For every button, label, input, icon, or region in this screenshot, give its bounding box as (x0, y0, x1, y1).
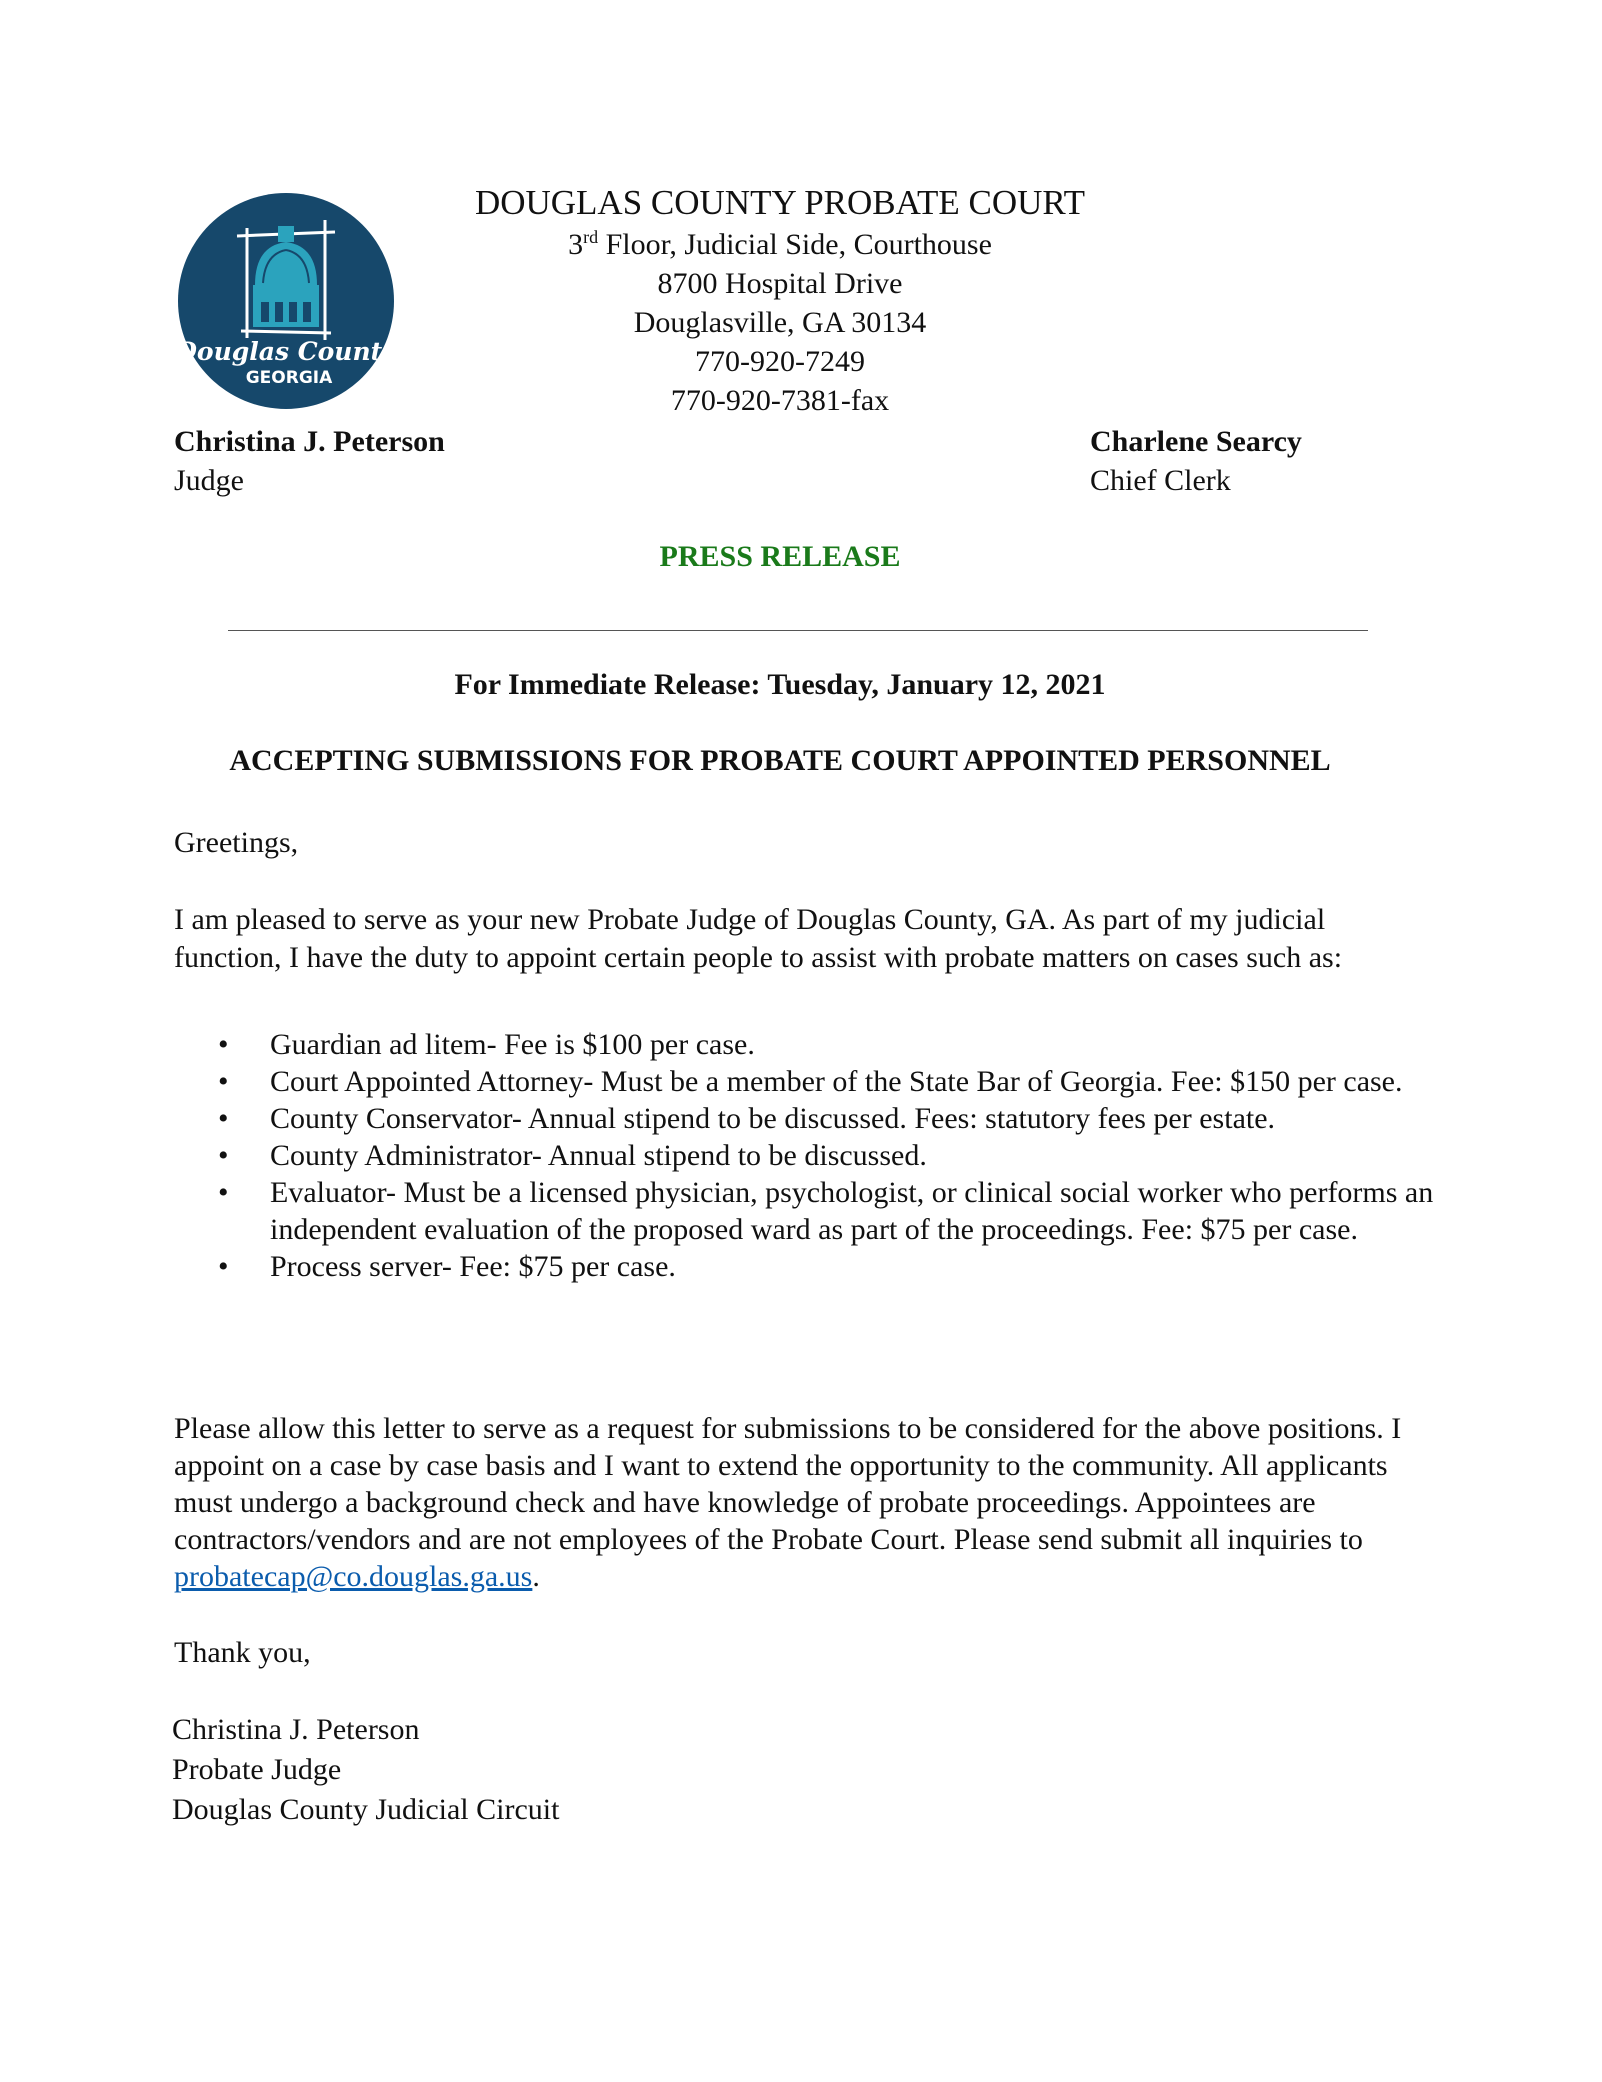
list-item-text: County Conservator- Annual stipend to be discussed. Fees: statutory fees per estate. (270, 1102, 1276, 1135)
list-item (174, 1174, 1434, 1248)
divider-line (228, 630, 1368, 631)
request-text: Please allow this letter to serve as a request for submissions to be considered for the above positions. I appoint on a case by case basis and I want to extend the opportunity to the community. All applicants must undergo a background check and have knowledge of probate proceedings. Appointees are contractors/vendors and are not employees of the Probate Court. Please send submit all inquiries to (174, 1412, 1402, 1556)
logo-text-line2: GEORGIA (245, 368, 333, 388)
request-period: . (532, 1560, 540, 1593)
closing: Thank you, (174, 1636, 311, 1669)
court-name: DOUGLAS COUNTY PROBATE COURT (474, 183, 1086, 222)
signature-circuit: Douglas County Judicial Circuit (172, 1793, 560, 1826)
list-item (174, 1137, 1434, 1174)
clerk-block (1090, 422, 1302, 500)
bullet-icon: • (218, 1102, 229, 1135)
county-logo (175, 190, 397, 412)
clerk-title: Chief Clerk (1090, 464, 1231, 497)
list-item-text: Guardian ad litem- Fee is $100 per case. (270, 1028, 755, 1061)
logo-text-line1: Douglas County (175, 337, 397, 366)
list-item (174, 1026, 1434, 1063)
judge-name: Christina J. Peterson (174, 425, 445, 458)
address-city: Douglasville, GA 30134 (633, 306, 927, 339)
signature-block (172, 1710, 559, 1830)
list-item (174, 1248, 1434, 1285)
courthouse-dome-icon (175, 190, 397, 412)
judge-title: Judge (174, 464, 244, 497)
list-item-text: Process server- Fee: $75 per case. (270, 1250, 676, 1283)
press-release-label: PRESS RELEASE (659, 540, 901, 573)
judge-block (174, 422, 445, 500)
signature-name: Christina J. Peterson (172, 1713, 420, 1746)
address-street: 8700 Hospital Drive (657, 267, 903, 300)
list-item-text: Court Appointed Attorney- Must be a member of the State Bar of Georgia. Fee: $150 per case. (270, 1065, 1403, 1098)
address-floor-number: 3 (568, 228, 584, 261)
bullet-icon: • (218, 1028, 229, 1061)
appointment-list (174, 1026, 1434, 1285)
intro-paragraph: I am pleased to serve as your new Probate Judge of Douglas County, GA. As part of my judicial function, I have the duty to appoint certain people to assist with probate matters on cases such as: (174, 903, 1343, 974)
address-floor (400, 225, 1160, 264)
bullet-icon: • (218, 1250, 229, 1283)
list-item-text: County Administrator- Annual stipend to be discussed. (270, 1139, 927, 1172)
address-floor-ordinal: rd (583, 227, 599, 247)
signature-title: Probate Judge (172, 1753, 342, 1786)
list-item (174, 1100, 1434, 1137)
address-floor-rest: Floor, Judicial Side, Courthouse (598, 228, 992, 261)
phone-number: 770-920-7249 (695, 345, 865, 378)
bullet-icon: • (218, 1176, 229, 1209)
headline: ACCEPTING SUBMISSIONS FOR PROBATE COURT APPOINTED PERSONNEL (229, 744, 1331, 777)
fax-number: 770-920-7381-fax (670, 384, 890, 417)
list-item-text: Evaluator- Must be a licensed physician, psychologist, or clinical social worker who performs an independent evaluation of the proposed ward as part of the proceedings. Fee: $75 per case. (270, 1176, 1434, 1246)
bullet-icon: • (218, 1065, 229, 1098)
release-date: For Immediate Release: Tuesday, January 12, 2021 (454, 668, 1106, 701)
email-link[interactable]: probatecap@co.douglas.ga.us (174, 1560, 533, 1593)
greeting: Greetings, (174, 826, 299, 859)
request-paragraph (174, 1410, 1434, 1595)
bullet-icon: • (218, 1139, 229, 1172)
clerk-name: Charlene Searcy (1090, 425, 1302, 458)
list-item (174, 1063, 1434, 1100)
